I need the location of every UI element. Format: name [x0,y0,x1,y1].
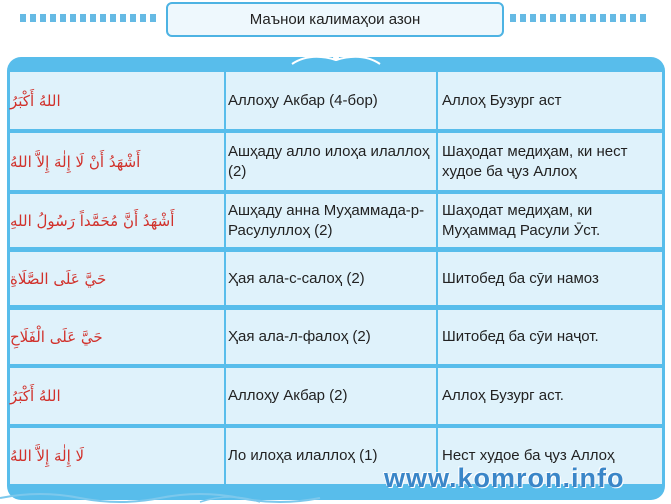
top-flourish-ornament [290,52,382,66]
transliteration: Ҳая ала-л-фалоҳ (2) [228,328,371,345]
table-row [10,368,662,424]
arabic-phrase: اللهُ أَكْبَرُ [10,91,61,110]
transliteration: Ашҳаду анна Муҳаммада-р-Расулуллоҳ (2) [228,201,425,239]
column-divider [224,72,226,484]
transliteration: Ҳая ала-с-салоҳ (2) [228,269,365,287]
table-row [10,310,662,364]
watermark: www.komron.info [384,463,625,493]
page-title: Маънои калимаҳои азон [166,2,504,37]
table-row [10,133,662,190]
arabic-phrase: حَيَّ عَلَى الْفَلَاحِ [10,328,103,346]
meaning: Шаҳодат медиҳам, ки Муҳаммад Расули Ӯст. [442,201,601,239]
transliteration: Ло илоҳа илаллоҳ (1) [228,447,378,464]
meaning: Шитобед ба сӯи наҷот. [442,328,599,345]
arabic-phrase: حَيَّ عَلَى الصَّلَاةِ [10,269,107,288]
meaning: Аллоҳ Бузург аст. [442,387,564,404]
arabic-phrase: أَشْهَدُ أَنَّ مُحَمَّداً رَسُولُ اللهِ [10,211,175,230]
transliteration: Ашҳаду алло илоҳа илаллоҳ (2) [228,142,430,180]
arabic-phrase: اللهُ أَكْبَرُ [10,387,61,405]
meaning: Шитобед ба сӯи намоз [442,269,599,287]
table-row [10,252,662,305]
title-ornament-left [20,14,160,22]
arabic-phrase: أَشْهَدُ أَنْ لَا إِلٰهَ إِلاَّ اللهُ [10,152,141,171]
table-row [10,194,662,247]
transliteration: Аллоҳу Акбар (2) [228,387,348,404]
table-row [10,72,662,129]
title-ornament-right [510,14,650,22]
meaning: Нест худое ба ҷуз Аллоҳ [442,447,615,464]
meaning: Шаҳодат медиҳам, ки нест худое ба ҷуз Аллоҳ [442,142,628,180]
transliteration: Аллоҳу Акбар (4-бор) [228,91,378,109]
arabic-phrase: لَا إِلٰهَ إِلاَّ اللهُ [10,447,85,465]
column-divider [436,72,438,484]
meaning: Аллоҳ Бузург аст [442,91,562,109]
